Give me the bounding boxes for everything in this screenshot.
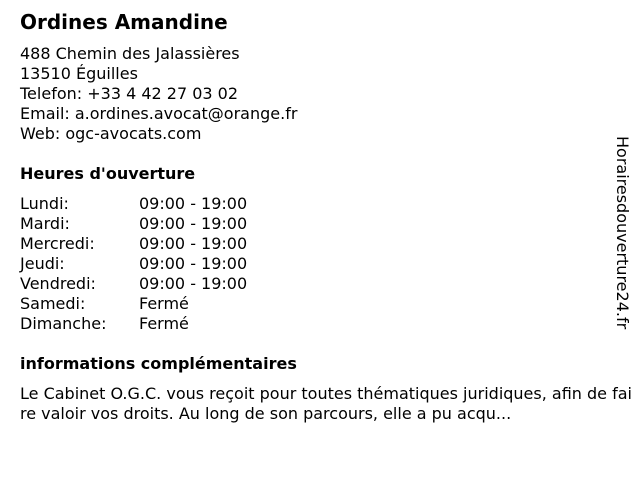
address-line2: 13510 Éguilles <box>20 64 138 83</box>
phone: Telefon: +33 4 42 27 03 02 <box>20 84 239 103</box>
hours-day: Samedi: <box>20 294 86 313</box>
hours-time: Fermé <box>139 314 189 333</box>
hours-row <box>20 234 247 254</box>
hours-time: 09:00 - 19:00 <box>139 274 248 293</box>
hours-row <box>20 314 247 334</box>
website: Web: ogc-avocats.com <box>20 124 202 143</box>
hours-time: 09:00 - 19:00 <box>139 194 248 213</box>
email: Email: a.ordines.avocat@orange.fr <box>20 104 298 123</box>
hours-heading: Heures d'ouverture <box>20 164 196 183</box>
hours-time: 09:00 - 19:00 <box>139 254 248 273</box>
hours-row <box>20 194 247 214</box>
site-watermark: Horairesdouverture24.fr <box>613 136 632 330</box>
hours-time: 09:00 - 19:00 <box>139 234 248 253</box>
hours-day: Lundi: <box>20 194 69 213</box>
hours-time: Fermé <box>139 294 189 313</box>
hours-day: Jeudi: <box>20 254 65 273</box>
hours-row <box>20 274 247 294</box>
info-text: Le Cabinet O.G.C. vous reçoit pour toutes thématiques juridiques, afin de faire valoir vos droits. Au long de son parcours, elle a pu acqu... <box>20 384 632 423</box>
contact-block <box>20 44 297 144</box>
address-line1: 488 Chemin des Jalassières <box>20 44 240 63</box>
hours-day: Dimanche: <box>20 314 107 333</box>
info-heading: informations complémentaires <box>20 354 297 373</box>
hours-day: Vendredi: <box>20 274 96 293</box>
hours-time: 09:00 - 19:00 <box>139 214 248 233</box>
hours-row <box>20 294 247 314</box>
hours-day: Mardi: <box>20 214 70 233</box>
hours-row <box>20 254 247 274</box>
hours-row <box>20 214 247 234</box>
hours-table <box>20 194 247 334</box>
business-name: Ordines Amandine <box>20 10 228 34</box>
hours-day: Mercredi: <box>20 234 95 253</box>
